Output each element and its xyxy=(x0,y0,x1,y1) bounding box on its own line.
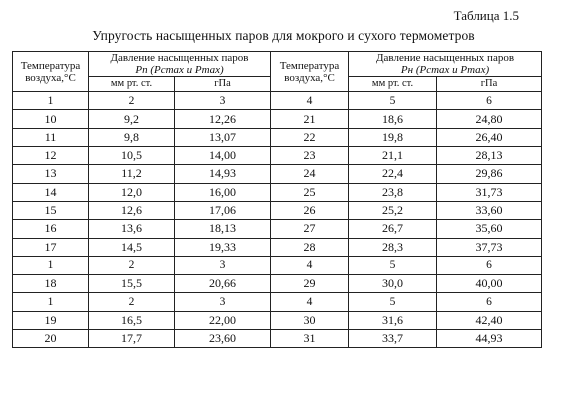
table-row xyxy=(13,293,542,311)
table-cell: 11,2 xyxy=(89,165,175,183)
table-cell: 16 xyxy=(13,220,89,238)
table-row xyxy=(13,256,542,274)
table-cell: 15 xyxy=(13,201,89,219)
table-cell: 4 xyxy=(271,293,349,311)
table-cell: 4 xyxy=(271,256,349,274)
table-cell: 44,93 xyxy=(437,330,542,348)
table-cell: 14,5 xyxy=(89,238,175,256)
table-cell: 17 xyxy=(13,238,89,256)
table-cell: 12,6 xyxy=(89,201,175,219)
table-cell: 3 xyxy=(175,256,271,274)
table-cell: 2 xyxy=(89,293,175,311)
table-cell: 22 xyxy=(271,128,349,146)
table-cell: 19,8 xyxy=(349,128,437,146)
pressure-table xyxy=(12,51,542,348)
unit-mm-left: мм рт. ст. xyxy=(89,77,175,92)
table-cell: 14,93 xyxy=(175,165,271,183)
table-cell: 37,73 xyxy=(437,238,542,256)
unit-mm-right: мм рт. ст. xyxy=(349,77,437,92)
table-cell: 14 xyxy=(13,183,89,201)
table-row xyxy=(13,220,542,238)
table-cell: 15,5 xyxy=(89,275,175,293)
table-cell: 21,1 xyxy=(349,147,437,165)
table-row xyxy=(13,330,542,348)
table-cell: 26 xyxy=(271,201,349,219)
table-cell: 5 xyxy=(349,293,437,311)
table-cell: 28,3 xyxy=(349,238,437,256)
table-cell: 2 xyxy=(89,256,175,274)
table-cell: 13,07 xyxy=(175,128,271,146)
table-cell: 18,6 xyxy=(349,110,437,128)
table-cell: 6 xyxy=(437,293,542,311)
header-pressure-right: Давление насыщенных паров Pн (Pcmax и Pmах) xyxy=(349,52,542,77)
table-cell: 22,00 xyxy=(175,311,271,329)
table-row xyxy=(13,201,542,219)
table-cell: 28 xyxy=(271,238,349,256)
table-cell: 19,33 xyxy=(175,238,271,256)
table-cell: 18,13 xyxy=(175,220,271,238)
table-cell: 3 xyxy=(175,293,271,311)
table-cell: 33,7 xyxy=(349,330,437,348)
table-row xyxy=(13,128,542,146)
table-cell: 1 xyxy=(13,293,89,311)
table-cell: 12,0 xyxy=(89,183,175,201)
table-cell: 33,60 xyxy=(437,201,542,219)
table-body xyxy=(13,92,542,348)
table-cell: 26,40 xyxy=(437,128,542,146)
table-cell: 1 xyxy=(13,92,89,110)
table-cell: 21 xyxy=(271,110,349,128)
table-cell: 1 xyxy=(13,256,89,274)
table-cell: 28,13 xyxy=(437,147,542,165)
table-cell: 31,6 xyxy=(349,311,437,329)
pressure-symbol-left: Pп (Pcmax и Pmах) xyxy=(135,64,224,77)
table-cell: 31 xyxy=(271,330,349,348)
table-cell: 12 xyxy=(13,147,89,165)
table-row xyxy=(13,165,542,183)
table-cell: 5 xyxy=(349,92,437,110)
table-cell: 13,6 xyxy=(89,220,175,238)
table-cell: 23 xyxy=(271,147,349,165)
table-cell: 6 xyxy=(437,92,542,110)
table-cell: 29,86 xyxy=(437,165,542,183)
table-row xyxy=(13,183,542,201)
table-cell: 4 xyxy=(271,92,349,110)
table-cell: 20,66 xyxy=(175,275,271,293)
table-row xyxy=(13,238,542,256)
table-cell: 35,60 xyxy=(437,220,542,238)
table-cell: 10 xyxy=(13,110,89,128)
table-cell: 10,5 xyxy=(89,147,175,165)
pressure-symbol-right: Pн (Pcmax и Pmах) xyxy=(400,64,490,77)
table-cell: 30 xyxy=(271,311,349,329)
table-cell: 22,4 xyxy=(349,165,437,183)
table-row xyxy=(13,147,542,165)
table-cell: 20 xyxy=(13,330,89,348)
table-row xyxy=(13,92,542,110)
table-cell: 14,00 xyxy=(175,147,271,165)
table-cell: 11 xyxy=(13,128,89,146)
table-cell: 24,80 xyxy=(437,110,542,128)
table-cell: 23,8 xyxy=(349,183,437,201)
table-cell: 9,2 xyxy=(89,110,175,128)
table-cell: 26,7 xyxy=(349,220,437,238)
table-cell: 30,0 xyxy=(349,275,437,293)
table-cell: 3 xyxy=(175,92,271,110)
table-cell: 27 xyxy=(271,220,349,238)
table-cell: 17,06 xyxy=(175,201,271,219)
header-pressure-left: Давление насыщенных паров Pп (Pcmax и Pmах) xyxy=(89,52,271,77)
table-cell: 25,2 xyxy=(349,201,437,219)
table-cell: 18 xyxy=(13,275,89,293)
table-cell: 25 xyxy=(271,183,349,201)
table-cell: 42,40 xyxy=(437,311,542,329)
unit-hpa-left: гПа xyxy=(175,77,271,92)
table-cell: 29 xyxy=(271,275,349,293)
table-cell: 17,7 xyxy=(89,330,175,348)
table-cell: 40,00 xyxy=(437,275,542,293)
table-cell: 12,26 xyxy=(175,110,271,128)
header-temperature-right: Температура воздуха,°С xyxy=(271,52,349,92)
header-temperature-left: Температура воздуха,°С xyxy=(13,52,89,92)
table-cell: 16,5 xyxy=(89,311,175,329)
table-cell: 19 xyxy=(13,311,89,329)
table-row xyxy=(13,110,542,128)
table-cell: 5 xyxy=(349,256,437,274)
table-row xyxy=(13,275,542,293)
table-cell: 23,60 xyxy=(175,330,271,348)
unit-hpa-right: гПа xyxy=(437,77,542,92)
table-cell: 31,73 xyxy=(437,183,542,201)
table-title: Упругость насыщенных паров для мокрого и сухого термометров xyxy=(92,28,475,43)
table-number-label: Таблица 1.5 xyxy=(453,8,519,23)
table-cell: 9,8 xyxy=(89,128,175,146)
table-cell: 13 xyxy=(13,165,89,183)
table-row xyxy=(13,311,542,329)
table-cell: 6 xyxy=(437,256,542,274)
table-cell: 2 xyxy=(89,92,175,110)
table-cell: 24 xyxy=(271,165,349,183)
table-cell: 16,00 xyxy=(175,183,271,201)
